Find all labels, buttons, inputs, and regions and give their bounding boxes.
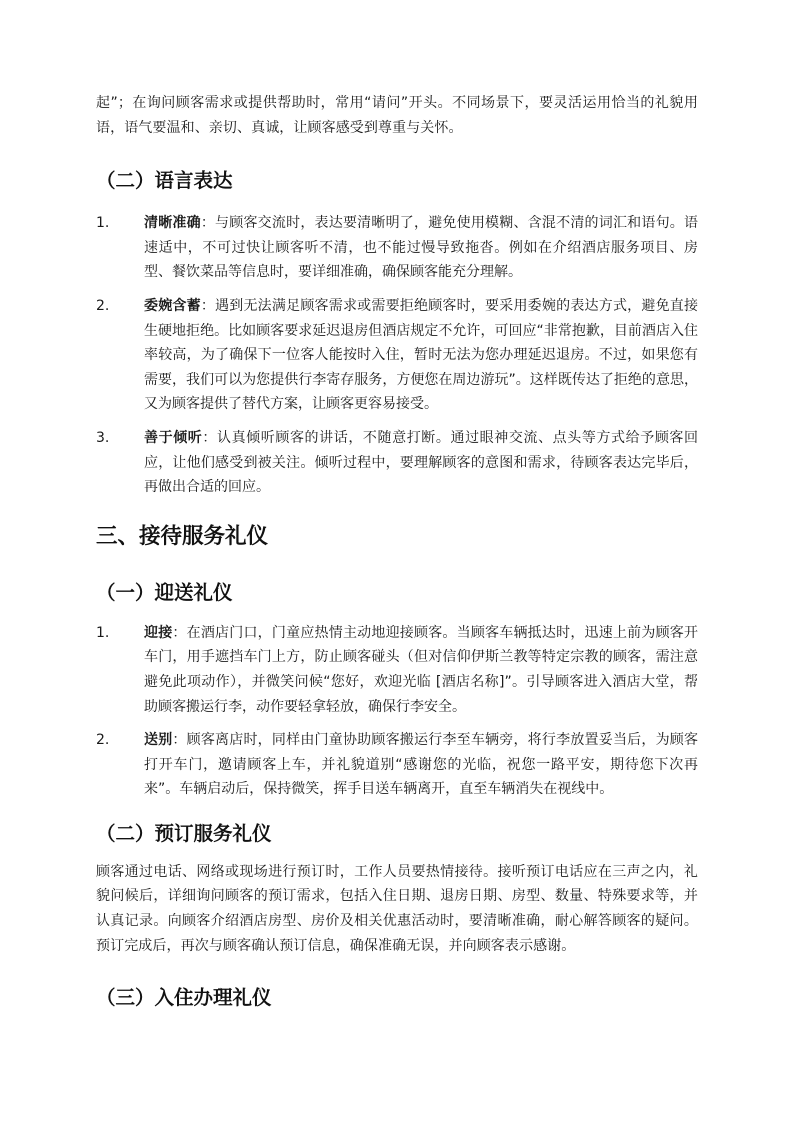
item-text: ：顾客离店时，同样由门童协助顾客搬运行李至车辆旁，将行李放置妥当后，为顾客打开车门，邀请顾客上车，并礼貌道别“感谢您的光临，祝您一路平安，期待您下次再来”。车辆启动后，保持微笑，挥手目送车辆离开，直至车辆消失在视线中。: [144, 732, 698, 798]
item-text: ：在酒店门口，门童应热情主动地迎接顾客。当顾客车辆抵达时，迅速上前为顾客开车门，用手遮挡车门上方，防止顾客碰头（但对信仰伊斯兰教等特定宗教的顾客，需注意避免此项动作），并微笑问候“您好，欢迎光临 [酒店名称]”。引导顾客进入酒店大堂，帮助顾客搬运行李，动作要轻拿轻放，确保行李安全。: [144, 624, 698, 715]
language-list: [96, 211, 698, 500]
item-text: ：与顾客交流时，表达要清晰明了，避免使用模糊、含混不清的词汇和语句。语速适中，不可过快让顾客听不清，也不能过慢导致拖沓。例如在介绍酒店服务项目、房型、餐饮菜品等信息时，要详细准确，确保顾客能充分理解。: [144, 215, 698, 281]
heading-language-expression: （二）语言表达: [96, 169, 233, 193]
list-item: [96, 211, 698, 285]
list-item: [96, 728, 698, 802]
list-item: [96, 426, 698, 500]
item-term: 送别: [144, 732, 173, 749]
intro-paragraph: 起”；在询问顾客需求或提供帮助时，常用“请问”开头。不同场景下，要灵活运用恰当的礼貌用语，语气要温和、亲切、真诚，让顾客感受到尊重与关怀。: [96, 95, 698, 136]
item-text: ：认真倾听顾客的讲话，不随意打断。通过眼神交流、点头等方式给予顾客回应，让他们感受到被关注。倾听过程中，要理解顾客的意图和需求，待顾客表达完毕后，再做出合适的回应。: [144, 429, 699, 496]
heading-reception-etiquette: 三、接待服务礼仪: [96, 523, 269, 549]
booking-paragraph: 顾客通过电话、网络或现场进行预订时，工作人员要热情接待。接听预订电话应在三声之内，礼貌问候后，详细询问顾客的预订需求，包括入住日期、退房日期、房型、数量、特殊要求等，并认真记录。向顾客介绍酒店房型、房价及相关优惠活动时，要清晰准确，耐心解答顾客的疑问。预订完成后，再次与顾客确认预订信息，确保准确无误，并向顾客表示感谢。: [96, 863, 698, 954]
item-term: 善于倾听: [144, 429, 203, 446]
item-text: ：遇到无法满足顾客需求或需要拒绝顾客时，要采用委婉的表达方式，避免直接生硬地拒绝。比如顾客要求延迟退房但酒店规定不允许，可回应“非常抱歉，目前酒店入住率较高，为了确保下一位客人能按时入住，暂时无法为您办理延迟退房。不过，如果您有需要，我们可以为您提供行李寄存服务，方便您在周边游玩”。这样既传达了拒绝的意思，又为顾客提供了替代方案，让顾客更容易接受。: [144, 297, 698, 413]
heading-checkin-etiquette: （三）入住办理礼仪: [96, 986, 272, 1010]
item-number: 2.: [96, 732, 110, 749]
heading-greeting-etiquette: （一）迎送礼仪: [96, 580, 233, 604]
item-term: 委婉含蓄: [144, 297, 201, 314]
list-item: [96, 621, 698, 719]
item-term: 清晰准确: [144, 215, 201, 232]
greeting-list: [96, 621, 698, 802]
item-number: 1.: [96, 215, 110, 232]
list-item: [96, 294, 698, 417]
item-number: 3.: [96, 429, 110, 446]
heading-booking-etiquette: （二）预订服务礼仪: [96, 821, 272, 845]
item-number: 2.: [96, 297, 110, 314]
item-term: 迎接: [144, 624, 173, 641]
item-number: 1.: [96, 624, 110, 641]
